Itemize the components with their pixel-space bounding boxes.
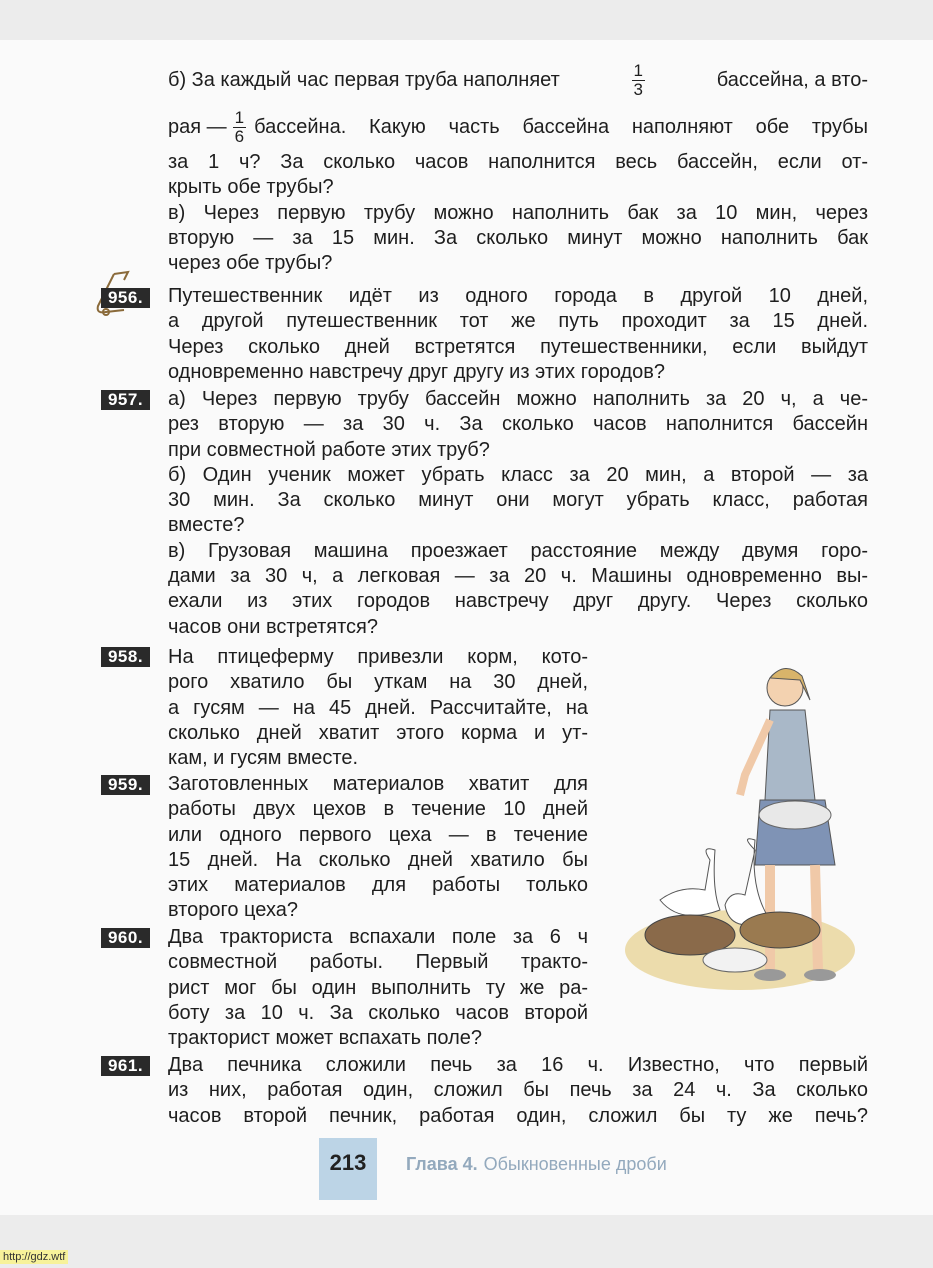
problem-number-badge: 960. — [101, 928, 150, 948]
text: бассейна, а вто- — [716, 69, 868, 91]
problem-959 — [168, 772, 588, 924]
text-line: а гусям — на 45 дней. Рассчитайте, на — [168, 696, 588, 719]
problem-961 — [168, 1053, 868, 1129]
text-line: тракторист может вспахать поле? — [168, 1027, 483, 1050]
numerator: 1 — [234, 108, 245, 127]
text-line: или одного первого цеха — в течение — [168, 823, 588, 846]
denominator: 6 — [234, 127, 245, 146]
girl-feeding-geese-illustration — [620, 650, 890, 1010]
problem-number-badge: 957. — [101, 390, 150, 410]
watermark-link[interactable]: http://gdz.wtf — [0, 1250, 68, 1264]
text-line: при совместной работе этих труб? — [168, 438, 490, 461]
numerator: 1 — [633, 61, 643, 80]
text-line: Два тракториста вспахали поле за 6 ч — [168, 926, 588, 948]
text-line: дами за 30 ч, а легковая — за 20 ч. Машины одновременно вы- — [168, 565, 868, 588]
fraction — [233, 109, 246, 146]
denominator: 3 — [633, 80, 643, 99]
chapter-title: Обыкновенные дроби — [483, 1154, 667, 1174]
text-line: Путешественник идёт из одного города в другой 10 дней, — [168, 285, 868, 307]
text: бассейна. Какую часть бассейна наполняют обе трубы — [254, 116, 868, 138]
text-line: рист мог бы один выполнить ту же ра- — [168, 976, 588, 999]
text-line: в) Через первую трубу можно наполнить бак за 10 мин, через — [168, 201, 868, 224]
text-line: второго цеха? — [168, 899, 298, 922]
line-with-fraction — [168, 62, 868, 99]
text-line: вместе? — [168, 514, 245, 537]
text-line: а другой путешественник тот же путь проходит за 15 дней. — [168, 310, 868, 333]
chapter-heading — [406, 1154, 667, 1175]
problem-number-badge: 956. — [101, 288, 150, 308]
problem-960 — [168, 925, 588, 1051]
text-line: боту за 10 ч. За сколько часов второй — [168, 1001, 588, 1024]
text-line: рез вторую — за 30 ч. За сколько часов наполнится бассейн — [168, 413, 868, 436]
text-line: рого хватило бы уткам на 30 дней, — [168, 671, 588, 694]
text-line: часов они встретятся? — [168, 615, 378, 638]
text-line: сколько дней хватит этого корма и ут- — [168, 721, 588, 744]
text-line: часов второй печник, работая один, сложил бы ту же печь? — [168, 1104, 868, 1127]
text-line: Заготовленных материалов хватит для — [168, 773, 588, 795]
text-line: б) Один ученик может убрать класс за 20 мин, а второй — за — [168, 463, 868, 486]
text-line: 15 дней. На сколько дней хватило бы — [168, 848, 588, 871]
text-line: совместной работы. Первый тракто- — [168, 951, 588, 974]
chapter-label: Глава 4. — [406, 1154, 478, 1174]
text: рая — — [168, 116, 227, 138]
text-line: через обе трубы? — [168, 252, 333, 275]
text-line: этих материалов для работы только — [168, 874, 588, 897]
problem-number-badge: 961. — [101, 1056, 150, 1076]
text-line: Два печника сложили печь за 16 ч. Известно, что первый — [168, 1054, 868, 1076]
text-line: крыть обе трубы? — [168, 176, 334, 199]
text-line: в) Грузовая машина проезжает расстояние между двумя горо- — [168, 539, 868, 562]
page-number: 213 — [319, 1138, 377, 1200]
text-line: 30 мин. За сколько минут они могут убрать класс, работая — [168, 489, 868, 512]
fraction — [632, 62, 645, 99]
text-line: а) Через первую трубу бассейн можно наполнить за 20 ч, а че- — [168, 388, 868, 410]
problem-955-continued — [168, 150, 868, 276]
problem-number-badge: 958. — [101, 647, 150, 667]
text-line: работы двух цехов в течение 10 дней — [168, 798, 588, 821]
text-line: за 1 ч? За сколько часов наполнится весь бассейн, если от- — [168, 151, 868, 173]
text-line: одновременно навстречу друг другу из этих городов? — [168, 360, 666, 383]
text-line: из них, работая один, сложил бы печь за 24 ч. За сколько — [168, 1079, 868, 1102]
line-with-fraction — [168, 109, 868, 146]
text: б) За каждый час первая труба наполняет — [168, 69, 560, 91]
text-line: вторую — за 15 мин. За сколько минут можно наполнить бак — [168, 226, 868, 249]
text-line: Через сколько дней встретятся путешественники, если выйдут — [168, 335, 868, 358]
problem-957 — [168, 387, 868, 640]
problem-956 — [168, 284, 868, 385]
text-line: кам, и гусям вместе. — [168, 747, 358, 770]
problem-958 — [168, 645, 588, 771]
problem-number-badge: 959. — [101, 775, 150, 795]
text-line: На птицеферму привезли корм, кото- — [168, 646, 588, 668]
text-line: ехали из этих городов навстречу друг другу. Через сколько — [168, 590, 868, 613]
